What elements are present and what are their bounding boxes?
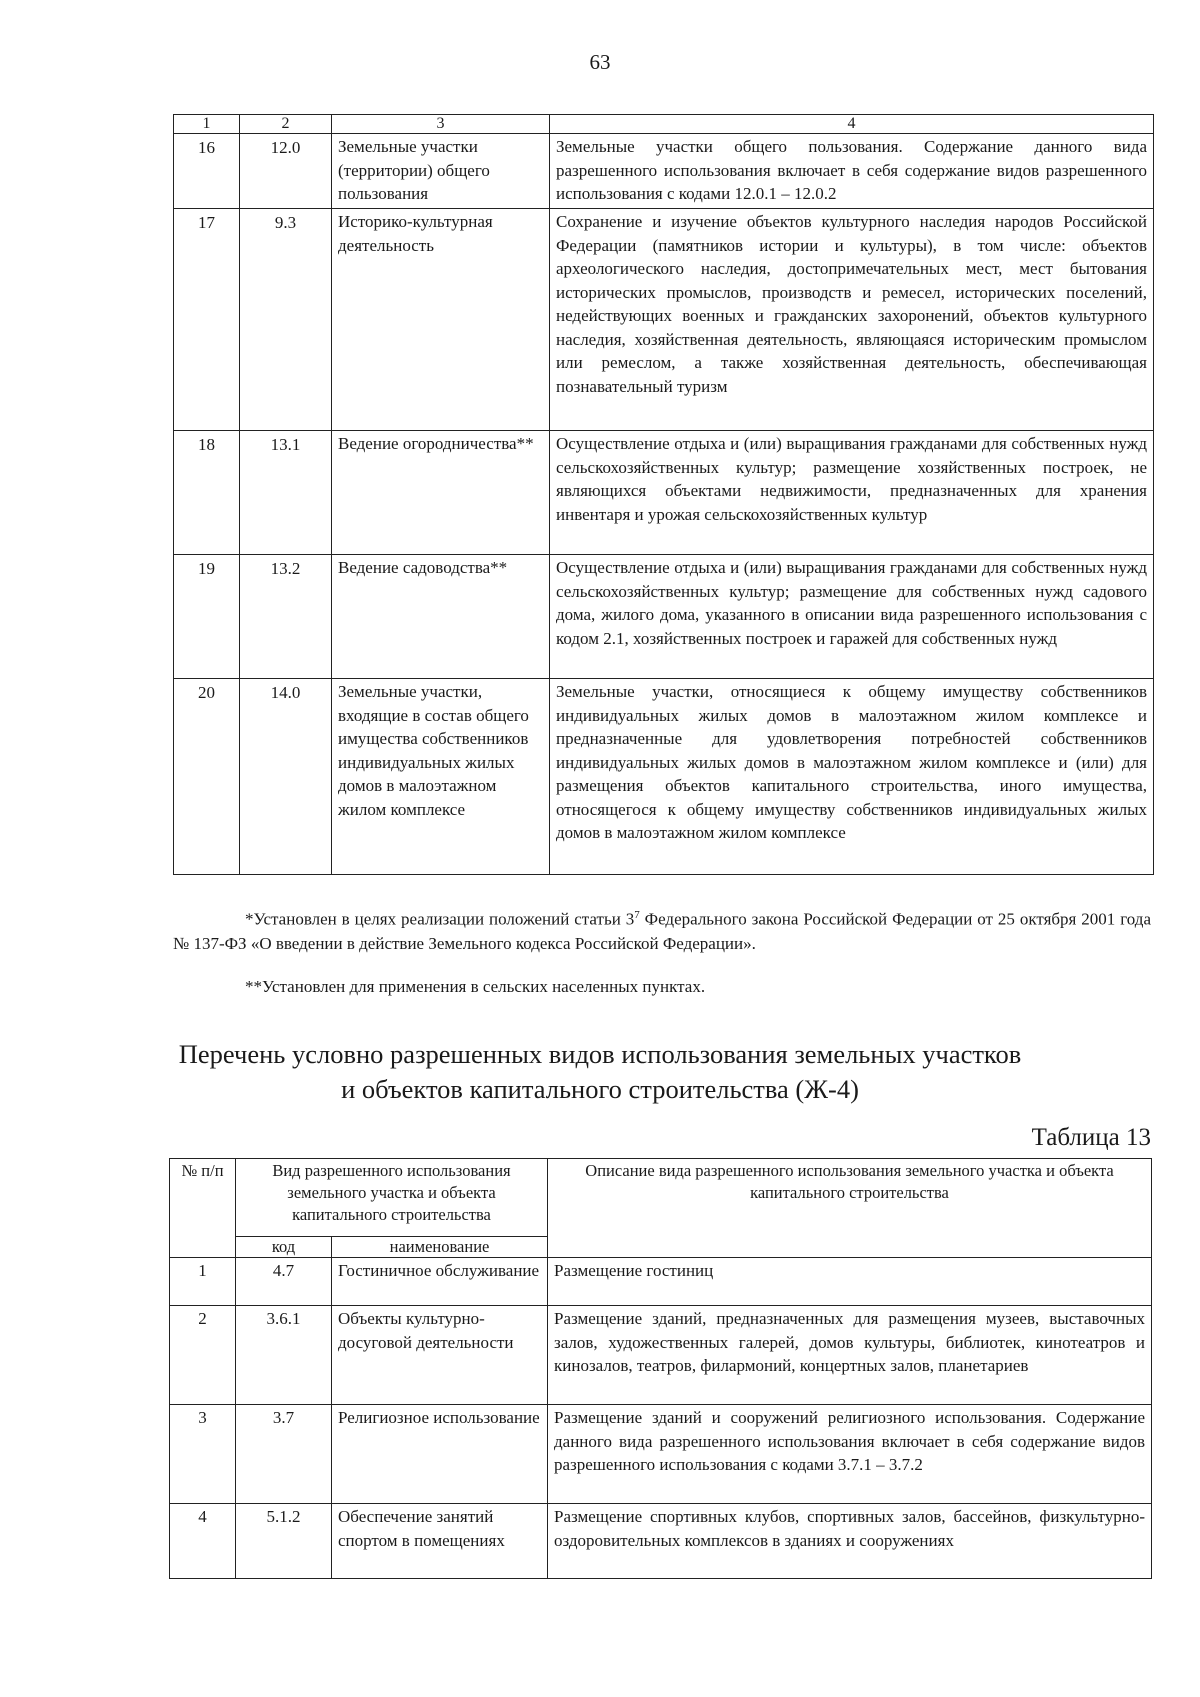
column-number: 4 bbox=[550, 115, 1154, 134]
table-row bbox=[170, 1306, 1152, 1405]
footnote-federal-law bbox=[173, 903, 1151, 956]
section-title-line: и объектов капитального строительства (Ж-4) bbox=[341, 1074, 859, 1104]
footnote-text: Федерального закона Российской Федерации от 25 октября 2001 года № 137-ФЗ «О введении в действие Земельного кодекса Российской Федерации». bbox=[173, 909, 1151, 953]
header-kind: Вид разрешенного использования земельного участка и объекта капитального строительства bbox=[236, 1159, 548, 1237]
use-name: Религиозное использование bbox=[332, 1405, 548, 1504]
table-row bbox=[170, 1405, 1152, 1504]
table-row bbox=[174, 134, 1154, 209]
table-row bbox=[174, 431, 1154, 555]
column-number-row bbox=[174, 115, 1154, 134]
row-number: 17 bbox=[174, 209, 240, 431]
use-description: Земельные участки, относящиеся к общему имуществу собственников индивидуальных жилых домов в малоэтажном жилом комплексе и предназначенные для удовлетворения потребностей собственников индивидуальных жилых домов в малоэтажном жилом комплексе и (или) для размещения объектов капитального строительства, иного имущества, относящегося к общему имуществу собственников индивидуальных жилых домов в малоэтажном жилом комплексе bbox=[550, 679, 1154, 875]
use-code: 12.0 bbox=[240, 134, 332, 209]
use-name: Объекты культурно-досуговой деятельности bbox=[332, 1306, 548, 1405]
use-description: Размещение гостиниц bbox=[548, 1258, 1152, 1306]
use-code: 3.6.1 bbox=[236, 1306, 332, 1405]
section-title-line: Перечень условно разрешенных видов использования земельных участков bbox=[178, 1039, 1022, 1069]
use-description: Размещение зданий, предназначенных для размещения музеев, выставочных залов, художественных галерей, домов культуры, библиотек, кинотеатров и кинозалов, театров, филармоний, концертных залов, планетариев bbox=[548, 1306, 1152, 1405]
use-description: Земельные участки общего пользования. Содержание данного вида разрешенного использования включает в себя содержание видов разрешенного использования с кодами 12.0.1 – 12.0.2 bbox=[550, 134, 1154, 209]
use-description: Осуществление отдыха и (или) выращивания гражданами для собственных нужд сельскохозяйственных культур; размещение хозяйственных построек, не являющихся объектами недвижимости, предназначенных для хранения инвентаря и урожая сельскохозяйственных культур bbox=[550, 431, 1154, 555]
use-code: 14.0 bbox=[240, 679, 332, 875]
use-description: Осуществление отдыха и (или) выращивания гражданами для собственных нужд сельскохозяйственных культур; размещение для собственных нужд садового дома, жилого дома, указанного в описании вида разрешенного использования с кодом 2.1, хозяйственных построек и гаражей для собственных нужд bbox=[550, 555, 1154, 679]
row-number: 18 bbox=[174, 431, 240, 555]
use-description: Размещение зданий и сооружений религиозного использования. Содержание данного вида разрешенного использования включает в себя содержание видов разрешенного использования с кодами 3.7.1 – 3.7.2 bbox=[548, 1405, 1152, 1504]
table-row bbox=[174, 209, 1154, 431]
use-description: Сохранение и изучение объектов культурного наследия народов Российской Федерации (памятников истории и культуры), в том числе: объектов археологического наследия, достопримечательных мест, мест бытования исторических промыслов, производств и ремесел, исторических поселений, недействующих военных и гражданских захоронений, объектов культурного наследия, хозяйственная деятельность, являющаяся историческим промыслом или ремеслом, а также хозяйственная деятельность, обеспечивающая познавательный туризм bbox=[550, 209, 1154, 431]
column-number: 2 bbox=[240, 115, 332, 134]
row-number: 20 bbox=[174, 679, 240, 875]
use-name: Гостиничное обслуживание bbox=[332, 1258, 548, 1306]
row-number: 4 bbox=[170, 1504, 236, 1579]
land-use-table-continued bbox=[173, 114, 1154, 875]
header-num: № п/п bbox=[170, 1159, 236, 1258]
row-number: 3 bbox=[170, 1405, 236, 1504]
header-code: код bbox=[236, 1237, 332, 1258]
table-header-row bbox=[170, 1159, 1152, 1237]
page-number: 63 bbox=[589, 50, 611, 74]
use-name: Обеспечение занятий спортом в помещениях bbox=[332, 1504, 548, 1579]
footnote-text: *Установлен в целях реализации положений статьи 3 bbox=[245, 909, 635, 929]
header-name: наименование bbox=[332, 1237, 548, 1258]
table-row bbox=[174, 555, 1154, 679]
row-number: 1 bbox=[170, 1258, 236, 1306]
use-name: Ведение огородничества** bbox=[332, 431, 550, 555]
use-name: Историко-культурная деятельность bbox=[332, 209, 550, 431]
use-name: Земельные участки, входящие в состав общего имущества собственников индивидуальных жилых домов в малоэтажном жилом комплексе bbox=[332, 679, 550, 875]
row-number: 16 bbox=[174, 134, 240, 209]
use-code: 4.7 bbox=[236, 1258, 332, 1306]
footnote-superscript: 7 bbox=[634, 909, 640, 921]
use-code: 13.1 bbox=[240, 431, 332, 555]
table-row bbox=[170, 1504, 1152, 1579]
use-code: 9.3 bbox=[240, 209, 332, 431]
section-title bbox=[150, 1037, 1050, 1107]
row-number: 2 bbox=[170, 1306, 236, 1405]
table-row bbox=[174, 679, 1154, 875]
use-code: 13.2 bbox=[240, 555, 332, 679]
header-description: Описание вида разрешенного использования земельного участка и объекта капитального строительства bbox=[548, 1159, 1152, 1258]
footnote-rural: **Установлен для применения в сельских населенных пунктах. bbox=[245, 977, 706, 996]
use-description: Размещение спортивных клубов, спортивных залов, бассейнов, физкультурно-оздоровительных комплексов в зданиях и сооружениях bbox=[548, 1504, 1152, 1579]
table-caption: Таблица 13 bbox=[1031, 1124, 1151, 1151]
column-number: 1 bbox=[174, 115, 240, 134]
table-row bbox=[170, 1258, 1152, 1306]
row-number: 19 bbox=[174, 555, 240, 679]
use-name: Ведение садоводства** bbox=[332, 555, 550, 679]
use-name: Земельные участки (территории) общего пользования bbox=[332, 134, 550, 209]
conditional-use-table bbox=[169, 1158, 1152, 1579]
use-code: 5.1.2 bbox=[236, 1504, 332, 1579]
use-code: 3.7 bbox=[236, 1405, 332, 1504]
column-number: 3 bbox=[332, 115, 550, 134]
